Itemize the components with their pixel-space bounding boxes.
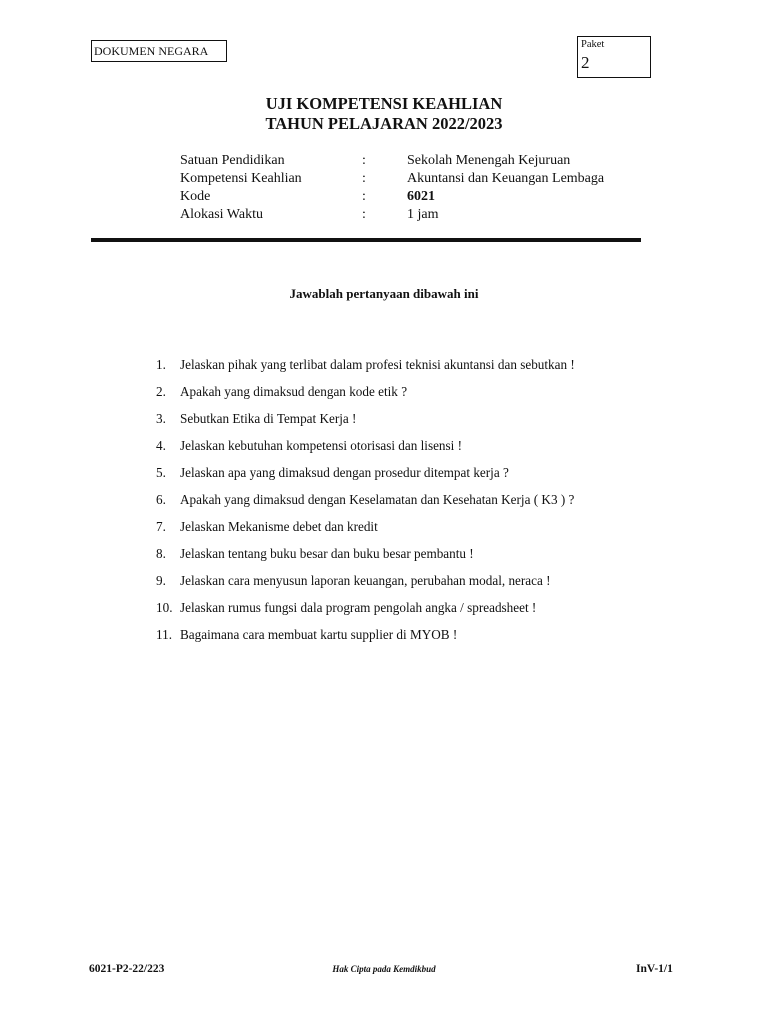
question-number: 11. — [156, 627, 172, 642]
exam-info-table — [180, 152, 604, 224]
question-text: Jelaskan apa yang dimaksud dengan prosedur ditempat kerja ? — [180, 465, 509, 480]
question-text: Jelaskan kebutuhan kompetensi otorisasi dan lisensi ! — [180, 438, 463, 453]
question-text: Jelaskan Mekanisme debet dan kredit — [180, 519, 378, 534]
footer-copyright: Hak Cipta pada Kemdikbud — [332, 964, 436, 974]
question-item — [156, 463, 575, 490]
question-item — [156, 409, 575, 436]
question-number: 2. — [156, 384, 166, 399]
question-item — [156, 544, 575, 571]
info-label: Kompetensi Keahlian — [180, 171, 302, 186]
info-label: Kode — [180, 189, 211, 204]
info-colon: : — [362, 189, 366, 204]
paket-box — [577, 36, 651, 78]
info-label: Satuan Pendidikan — [180, 153, 285, 168]
paket-label: Paket — [581, 39, 605, 50]
question-number: 8. — [156, 546, 166, 561]
question-number: 6. — [156, 492, 166, 507]
title-line-1: UJI KOMPETENSI KEAHLIAN — [265, 94, 503, 113]
question-item — [156, 598, 575, 625]
info-label: Alokasi Waktu — [180, 207, 263, 222]
question-item — [156, 355, 575, 382]
info-row-kompetensi — [180, 170, 604, 188]
question-number: 5. — [156, 465, 166, 480]
info-row-alokasi — [180, 206, 604, 224]
paket-value: 2 — [581, 53, 590, 72]
footer-page-code: InV-1/1 — [636, 963, 673, 975]
question-number: 4. — [156, 438, 166, 453]
question-number: 9. — [156, 573, 166, 588]
title-line-2: TAHUN PELAJARAN 2022/2023 — [265, 114, 503, 133]
question-item — [156, 382, 575, 409]
question-item — [156, 571, 575, 598]
instruction: Jawablah pertanyaan dibawah ini — [289, 286, 479, 301]
info-row-satuan — [180, 152, 604, 170]
info-colon: : — [362, 207, 366, 222]
info-value: Sekolah Menengah Kejuruan — [407, 153, 571, 168]
info-value: 1 jam — [407, 207, 439, 222]
question-number: 10. — [156, 600, 173, 615]
footer-document-code: 6021-P2-22/223 — [89, 963, 165, 975]
question-text: Apakah yang dimaksud dengan kode etik ? — [180, 384, 408, 399]
document-classification: DOKUMEN NEGARA — [91, 40, 227, 62]
question-list — [156, 355, 575, 652]
question-text: Sebutkan Etika di Tempat Kerja ! — [180, 411, 357, 426]
info-colon: : — [362, 153, 366, 168]
question-item — [156, 436, 575, 463]
info-row-kode — [180, 188, 604, 206]
question-item — [156, 625, 575, 652]
info-value: 6021 — [407, 189, 435, 204]
exam-title — [0, 94, 768, 134]
question-item — [156, 517, 575, 544]
question-text: Apakah yang dimaksud dengan Keselamatan dan Kesehatan Kerja ( K3 ) ? — [180, 492, 575, 507]
question-text: Jelaskan rumus fungsi dala program pengolah angka / spreadsheet ! — [180, 600, 537, 615]
question-item — [156, 490, 575, 517]
header-divider — [91, 238, 641, 242]
question-number: 3. — [156, 411, 166, 426]
question-text: Jelaskan cara menyusun laporan keuangan, perubahan modal, neraca ! — [180, 573, 551, 588]
question-text: Bagaimana cara membuat kartu supplier di MYOB ! — [180, 627, 458, 642]
question-number: 1. — [156, 357, 166, 372]
info-colon: : — [362, 171, 366, 186]
question-number: 7. — [156, 519, 166, 534]
question-text: Jelaskan pihak yang terlibat dalam profesi teknisi akuntansi dan sebutkan ! — [180, 357, 575, 372]
question-text: Jelaskan tentang buku besar dan buku besar pembantu ! — [180, 546, 474, 561]
info-value: Akuntansi dan Keuangan Lembaga — [407, 171, 605, 186]
